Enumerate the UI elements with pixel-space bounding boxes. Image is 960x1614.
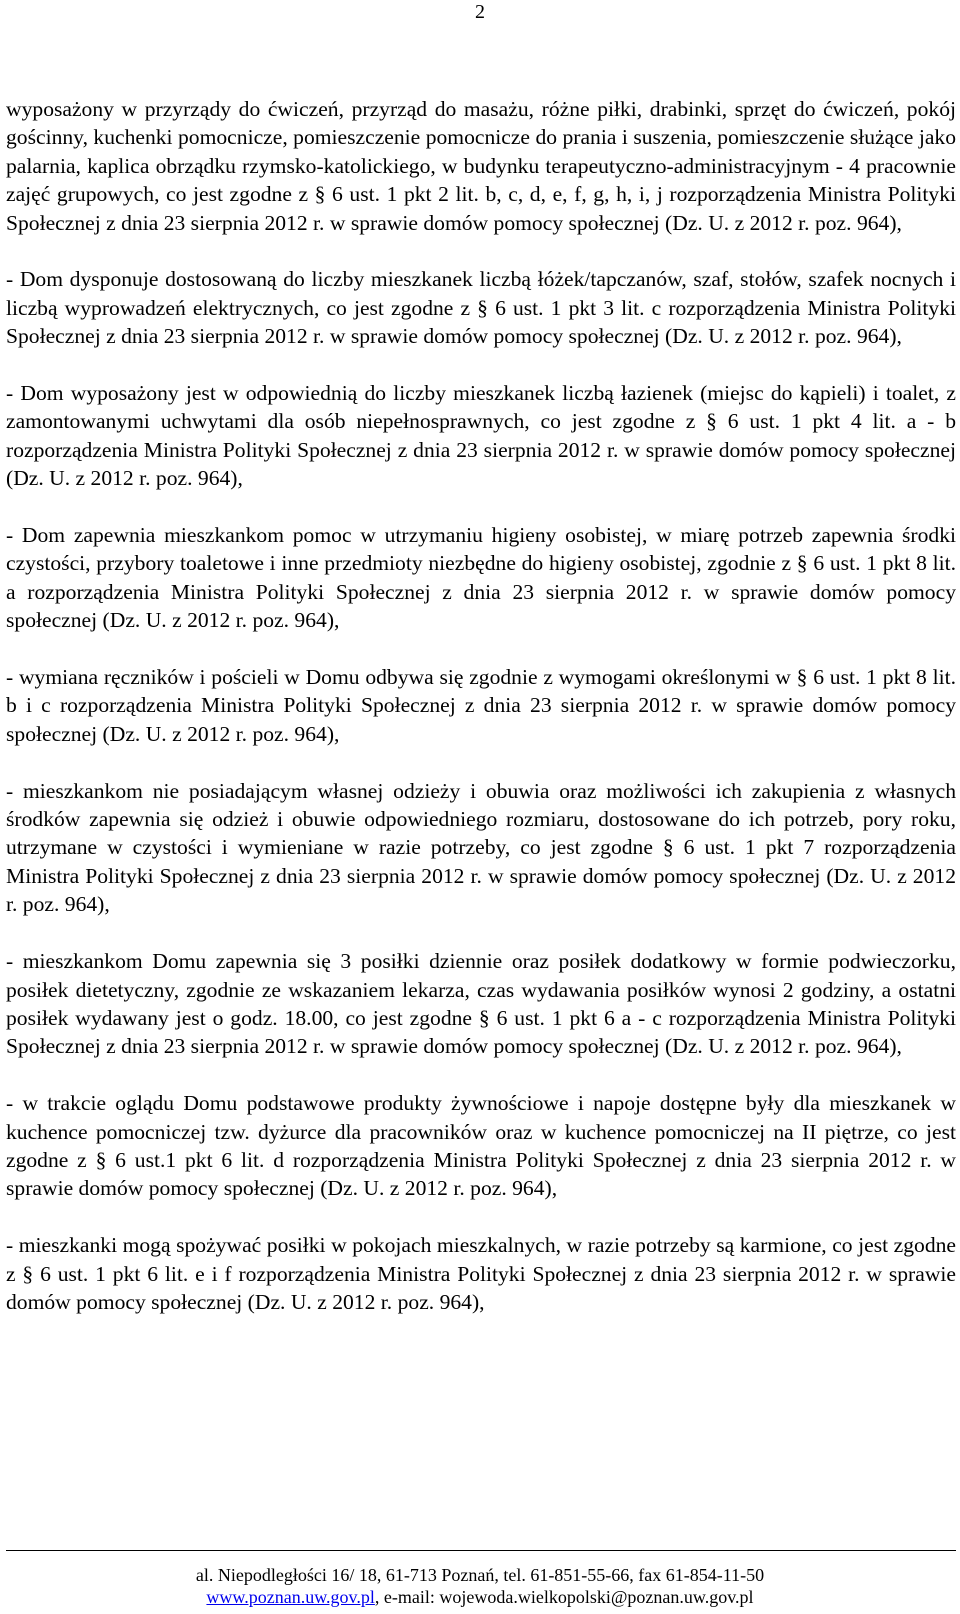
paragraph: - Dom zapewnia mieszkankom pomoc w utrzymaniu higieny osobistej, w miarę potrzeb zapewnia środki czystości, przybory toaletowe i inne przedmioty niezbędne do higieny osobistej, zgodnie z § 6 ust. 1 pkt 8 lit. a rozporządzenia Ministra Polityki Społecznej z dnia 23 sierpnia 2012 r. w sprawie domów pomocy społecznej (Dz. U. z 2012 r. poz. 964), (6, 523, 956, 633)
footer-divider (6, 1550, 956, 1551)
footer-email: , e-mail: wojewoda.wielkopolski@poznan.uw.gov.pl (374, 1587, 754, 1607)
paragraph: - mieszkankom nie posiadającym własnej odzieży i obuwia oraz możliwości ich zakupienia z własnych środków zapewnia się odzież i obuwie odpowiedniego rozmiaru, dostosowane do ich potrzeb, pory roku, utrzymane w czystości i wymieniane w razie potrzeby, co jest zgodne § 6 ust. 1 pkt 7 rozporządzenia Ministra Polityki Społecznej z dnia 23 sierpnia 2012 r. w sprawie domów pomocy społecznej (Dz. U. z 2012 r. poz. 964), (6, 778, 956, 917)
document-body (6, 95, 956, 1345)
footer-address: al. Niepodległości 16/ 18, 61-713 Poznań, tel. 61-851-55-66, fax 61-854-11-50 (195, 1565, 765, 1585)
footer-contact (0, 1586, 960, 1608)
footer (0, 1564, 960, 1608)
paragraph: - Dom dysponuje dostosowaną do liczby mieszkanek liczbą łóżek/tapczanów, szaf, stołów, szafek nocnych i liczbą wyprowadzeń elektrycznych, co jest zgodne z § 6 ust. 1 pkt 3 lit. c rozporządzenia Ministra Polityki Społecznej z dnia 23 sierpnia 2012 r. w sprawie domów pomocy społecznej (Dz. U. z 2012 r. poz. 964), (6, 267, 956, 349)
paragraph: - wymiana ręczników i pościeli w Domu odbywa się zgodnie z wymogami określonymi w § 6 ust. 1 pkt 8 lit. b i c rozporządzenia Ministra Polityki Społecznej z dnia 23 sierpnia 2012 r. w sprawie domów pomocy społecznej (Dz. U. z 2012 r. poz. 964), (6, 665, 956, 746)
paragraph: wyposażony w przyrządy do ćwiczeń, przyrząd do masażu, różne piłki, drabinki, sprzęt do ćwiczeń, pokój gościnny, kuchenki pomocnicze, pomieszczenie pomocnicze do prania i suszenia, pomieszczenie służące jako palarnia, kaplica obrządku rzymsko-katolickiego, w budynku terapeutyczno-administracyjnym - 4 pracownie zajęć grupowych, co jest zgodne z § 6 ust. 1 pkt 2 lit. b, c, d, e, f, g, h, i, j rozporządzenia Ministra Polityki Społecznej z dnia 23 sierpnia 2012 r. w sprawie domów pomocy społecznej (Dz. U. z 2012 r. poz. 964), (6, 97, 956, 235)
paragraph: - mieszkanki mogą spożywać posiłki w pokojach mieszkalnych, w razie potrzeby są karmione, co jest zgodne z § 6 ust. 1 pkt 6 lit. e i f rozporządzenia Ministra Polityki Społecznej z dnia 23 sierpnia 2012 r. w sprawie domów pomocy społecznej (Dz. U. z 2012 r. poz. 964), (6, 1233, 956, 1314)
paragraph: - Dom wyposażony jest w odpowiednią do liczby mieszkanek liczbą łazienek (miejsc do kąpieli) i toalet, z zamontowanymi uchwytami dla osób niepełnosprawnych, co jest zgodne z § 6 ust. 1 pkt 4 lit. a - b rozporządzenia Ministra Polityki Społecznej z dnia 23 sierpnia 2012 r. w sprawie domów pomocy społecznej (Dz. U. z 2012 r. poz. 964), (6, 381, 956, 491)
website-link[interactable]: www.poznan.uw.gov.pl (206, 1587, 375, 1607)
paragraph: - mieszkankom Domu zapewnia się 3 posiłki dziennie oraz posiłek dodatkowy w formie podwieczorku, posiłek dietetyczny, zgodnie ze wskazaniem lekarza, czas wydawania posiłków wynosi 2 godziny, a ostatni posiłek wydawany jest o godz. 18.00, co jest zgodne § 6 ust. 1 pkt 6 a - c rozporządzenia Ministra Polityki Społecznej z dnia 23 sierpnia 2012 r. w sprawie domów pomocy społecznej (Dz. U. z 2012 r. poz. 964), (6, 949, 956, 1059)
page-number: 2 (475, 1, 485, 23)
paragraph: - w trakcie oglądu Domu podstawowe produkty żywnościowe i napoje dostępne były dla mieszkanek w kuchence pomocniczej tzw. dyżurce dla pracowników oraz w kuchence pomocniczej na II piętrze, co jest zgodne z § 6 ust.1 pkt 6 lit. d rozporządzenia Ministra Polityki Społecznej z dnia 23 sierpnia 2012 r. w sprawie domów pomocy społecznej (Dz. U. z 2012 r. poz. 964), (6, 1091, 956, 1201)
